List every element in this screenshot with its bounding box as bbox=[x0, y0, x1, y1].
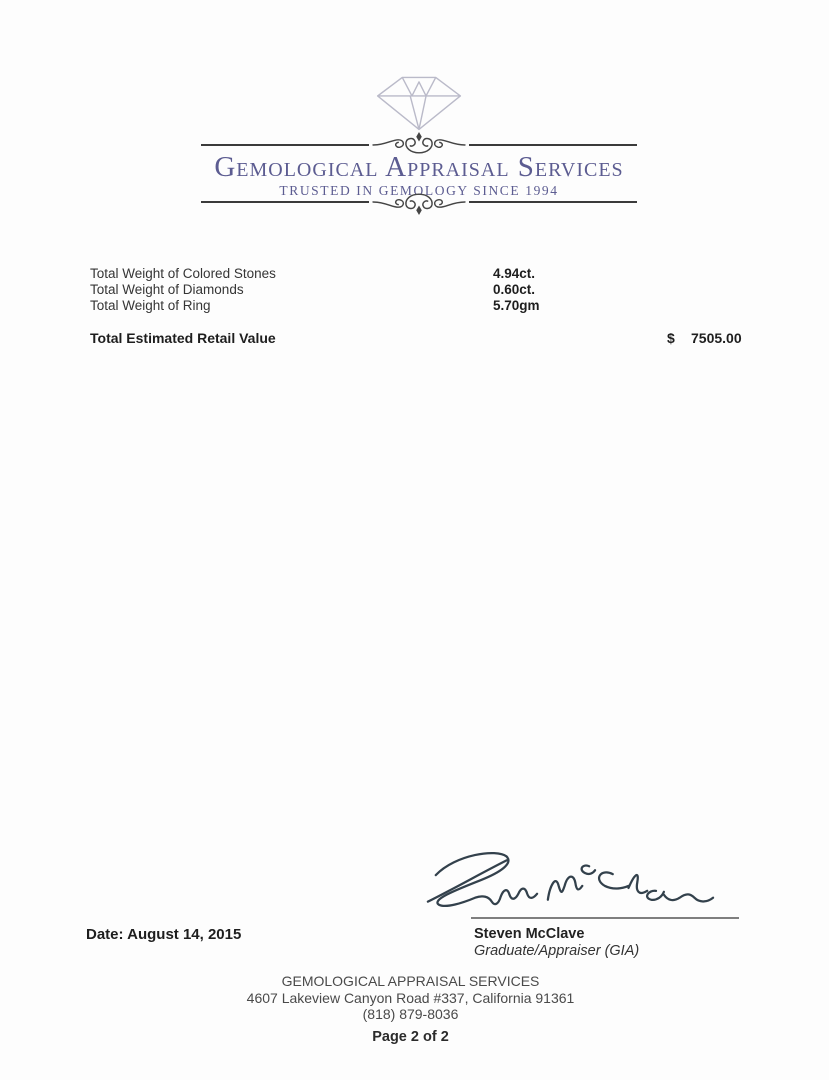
total-amount: 7505.00 bbox=[691, 330, 742, 346]
signatory-name: Steven McClave bbox=[474, 926, 585, 942]
footer bbox=[0, 973, 821, 1045]
page-number: Page 2 of 2 bbox=[372, 1028, 449, 1045]
signatory-title: Graduate/Appraiser (GIA) bbox=[474, 943, 640, 959]
horizontal-rule bbox=[469, 144, 637, 146]
weight-row-colored-stones bbox=[90, 266, 540, 282]
weight-value: 0.60ct. bbox=[493, 282, 536, 297]
weight-value: 4.94ct. bbox=[493, 266, 536, 281]
company-tagline: TRUSTED IN GEMOLOGY SINCE 1994 bbox=[279, 183, 559, 198]
footer-address: 4607 Lakeview Canyon Road #337, California 91361 bbox=[246, 989, 575, 1006]
total-label: Total Estimated Retail Value bbox=[90, 330, 276, 346]
diamond-icon bbox=[201, 74, 637, 132]
logo-header bbox=[201, 74, 637, 215]
footer-phone: (818) 879-8036 bbox=[362, 1006, 459, 1022]
weight-row-diamonds bbox=[90, 282, 540, 298]
date-line: Date: August 14, 2015 bbox=[86, 926, 242, 943]
signature-rule bbox=[471, 917, 739, 919]
weights-summary bbox=[90, 266, 540, 314]
weight-label: Total Weight of Ring bbox=[90, 298, 211, 313]
signature-script bbox=[422, 842, 717, 922]
horizontal-rule bbox=[201, 201, 369, 203]
weight-row-ring bbox=[90, 298, 540, 314]
horizontal-rule bbox=[201, 144, 369, 146]
footer-company: GEMOLOGICAL APPRAISAL SERVICES bbox=[281, 973, 540, 989]
total-estimated-value-row bbox=[0, 330, 829, 348]
weight-value: 5.70gm bbox=[493, 298, 540, 313]
flourish-bottom-icon bbox=[371, 189, 467, 215]
horizontal-rule bbox=[469, 201, 637, 203]
weight-label: Total Weight of Diamonds bbox=[90, 282, 244, 297]
company-title: Gemological Appraisal Services bbox=[214, 151, 624, 183]
weight-label: Total Weight of Colored Stones bbox=[90, 266, 276, 281]
ornament-rule-bottom bbox=[201, 189, 637, 215]
currency-symbol: $ bbox=[667, 330, 675, 346]
